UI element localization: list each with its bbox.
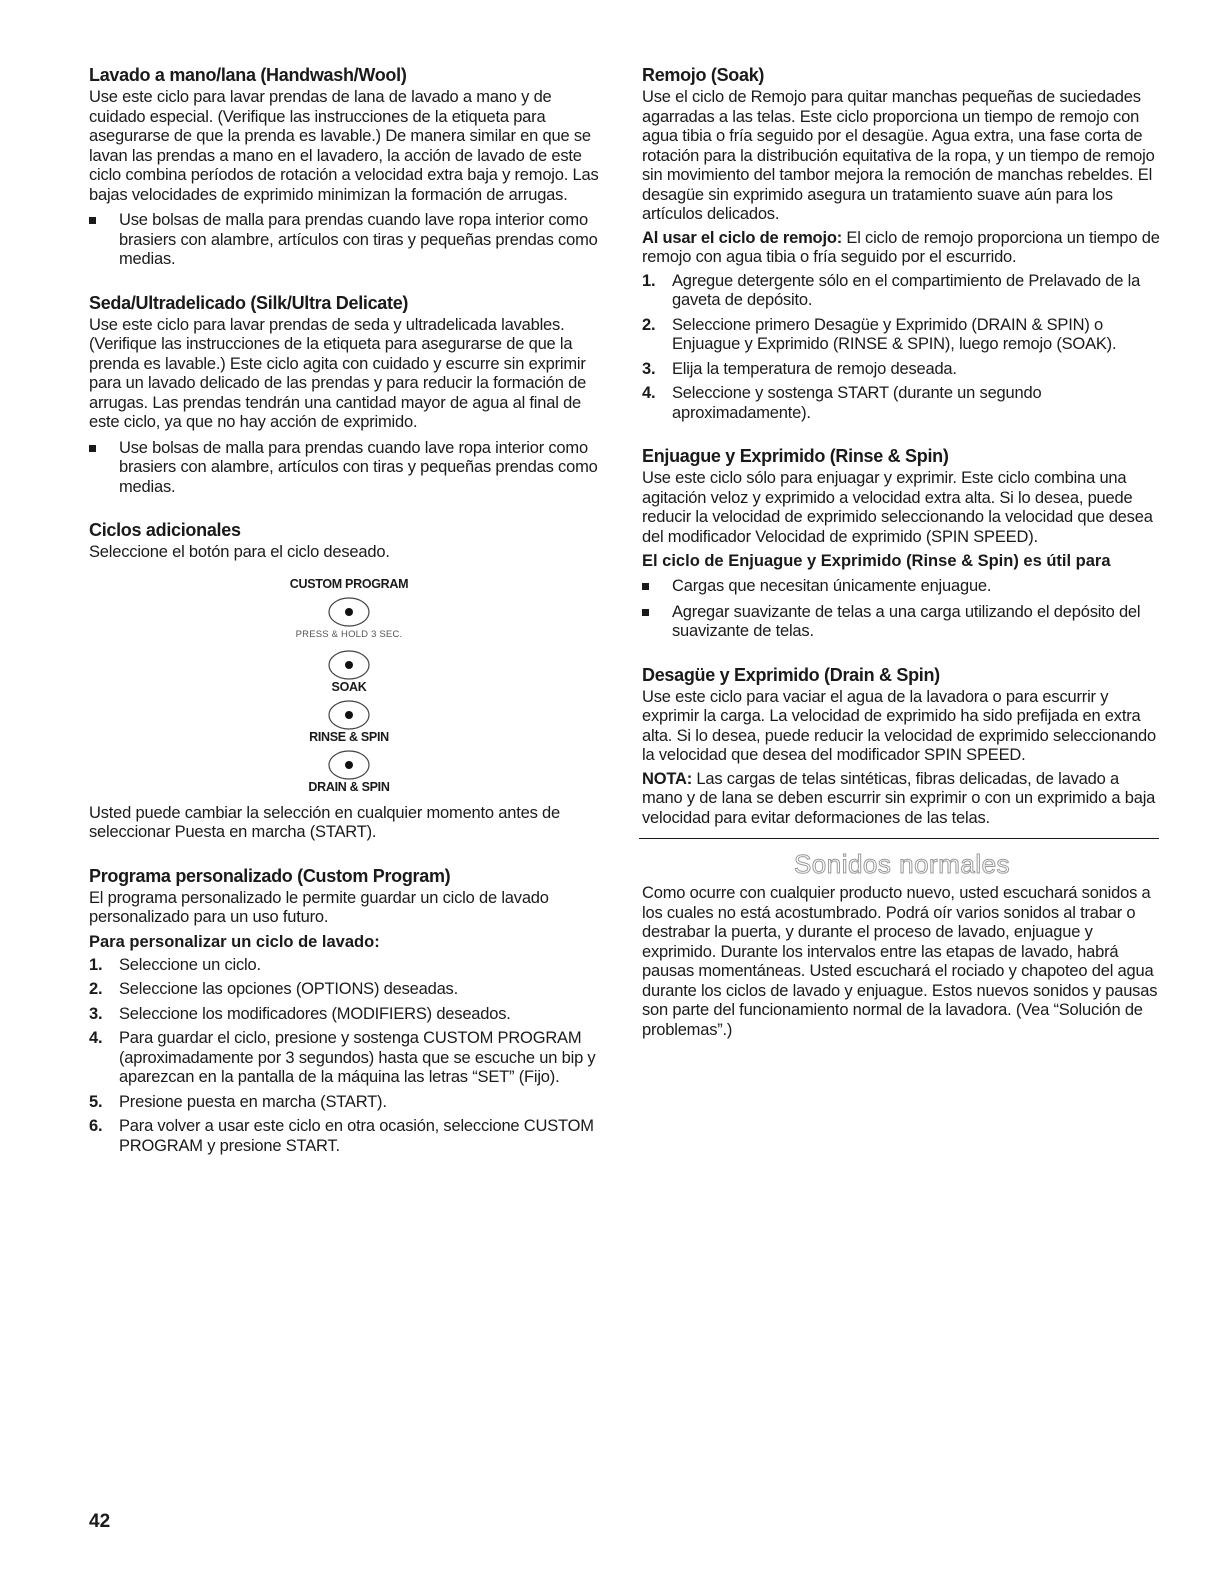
sounds-title: Sonidos normales: [793, 849, 1011, 879]
section-title: Ciclos adicionales: [89, 520, 241, 540]
custom-program-button-group: [89, 577, 609, 640]
soak-section: [642, 64, 1162, 423]
additional-section: [89, 519, 609, 563]
section-body: Seleccione el botón para el ciclo deseado.: [89, 543, 390, 561]
soak-button-group: [89, 648, 609, 694]
bullet-list: [89, 439, 609, 498]
section-body: Use este ciclo para lavar prendas de lana de lavado a mano y de cuidado especial. (Verifique las instrucciones de la etiqueta para asegurarse de que la prenda es lavable.) De manera similar en que se lavan las prendas a mano en el lavadero, la acción de lavado de este ciclo combina períodos de rotación a velocidad extra baja y remojo. Las bajas velocidades de exprimido minimizan la formación de arrugas.: [89, 88, 599, 204]
drain-note-paragraph: [642, 770, 1162, 829]
step-text: Seleccione y sostenga START (durante un segundo aproximadamente).: [672, 384, 1042, 422]
rinse-spin-button-group: [89, 698, 609, 744]
step-text: Seleccione un ciclo.: [119, 955, 261, 974]
list-item: [642, 360, 1162, 380]
rinse-section: [642, 445, 1162, 642]
section-subhead: El ciclo de Enjuague y Exprimido (Rinse & Spin) es útil para: [642, 552, 1111, 570]
numbered-list: [89, 956, 609, 1157]
section-body: Use este ciclo para lavar prendas de seda y ultradelicada lavables. (Verifique las instrucciones de la etiqueta para asegurarse de que la prenda es lavable.) Este ciclo agita con cuidado y escurre sin exprimir para un lavado delicado de las prendas y para reducir la formación de arrugas. Las prendas tendrán una cantidad mayor de agua al final de este ciclo, ya que no hay acción de exprimido.: [89, 315, 587, 431]
list-item: [89, 1117, 609, 1156]
list-item: Cargas que necesitan únicamente enjuague.: [642, 577, 1162, 597]
section-body: Use este ciclo para vaciar el agua de la lavadora o para escurrir y exprimir la carga. La velocidad de exprimido ha sido prefijada en extra alta. Si lo desea, puede reducir la velocidad de exprimido seleccionando la velocidad que desea del modificador SPIN SPEED.: [642, 687, 1156, 764]
step-text: Agregue detergente sólo en el compartimiento de Prelavado de la gaveta de depósito.: [672, 271, 1141, 309]
step-number: 3.: [89, 1004, 103, 1023]
step-text: Seleccione las opciones (OPTIONS) deseadas.: [119, 980, 458, 998]
section-title: Remojo (Soak): [642, 65, 765, 85]
left-column: [89, 64, 609, 1178]
section-body: El programa personalizado le permite guardar un ciclo de lavado personalizado para un uso futuro.: [89, 888, 549, 926]
section-body: Como ocurre con cualquier producto nuevo, usted escuchará sonidos a los cuales no está acostumbrado. Podrá oír varios sonidos al trabar o destrabar la puerta, y durante el proceso de lavado, enjuague y exprimido. Durante los intervalos entre las etapas de lavado, habrá pausas momentáneas. Usted escuchará el rociado y chapoteo del agua durante los ciclos de lavado y enjuague. Estos nuevos sonidos y pausas son parte del funcionamiento normal de la lavadora. (Vea “Solución de problemas”.): [642, 884, 1158, 1039]
numbered-list: [642, 272, 1162, 424]
section-body: Use este ciclo sólo para enjuagar y exprimir. Este ciclo combina una agitación veloz y exprimido a velocidad extra alta. Si lo desea, puede reducir la velocidad de exprimido seleccionando la velocidad que desea del modificador Velocidad de exprimido (SPIN SPEED).: [642, 469, 1153, 546]
step-number: 1.: [89, 955, 103, 974]
step-number: 5.: [89, 1092, 103, 1111]
drain-spin-button-group: [89, 748, 609, 794]
step-number: 4.: [89, 1029, 103, 1047]
change-note: Usted puede cambiar la selección en cualquier momento antes de seleccionar Puesta en marcha (START).: [89, 803, 560, 841]
list-item: [89, 956, 609, 976]
step-text: Presione puesta en marcha (START).: [119, 1092, 387, 1111]
section-title: Programa personalizado (Custom Program): [89, 865, 451, 886]
list-item: Use bolsas de malla para prendas cuando lave ropa interior como brasiers con alambre, artículos con tiras y pequeñas prendas como medias.: [89, 439, 609, 498]
press-hold-note: PRESS & HOLD 3 SEC.: [295, 628, 403, 640]
sounds-section: [642, 849, 1162, 1040]
step-number: 4.: [642, 384, 656, 402]
list-item: [89, 980, 609, 1000]
list-item: [89, 1093, 609, 1113]
custom-program-label: CUSTOM PROGRAM: [289, 576, 409, 591]
section-title: Enjuague y Exprimido (Rinse & Spin): [642, 446, 949, 466]
step-text: Para volver a usar este ciclo en otra ocasión, seleccione CUSTOM PROGRAM y presione START.: [119, 1117, 594, 1155]
list-item: [642, 272, 1162, 311]
list-item: [89, 1005, 609, 1025]
cycle-buttons-panel: [89, 577, 609, 794]
step-text: Seleccione primero Desagüe y Exprimido (DRAIN & SPIN) o Enjuague y Exprimido (RINSE & SPIN), luego remojo (SOAK).: [672, 315, 1117, 353]
step-text: Seleccione los modificadores (MODIFIERS) deseados.: [119, 1004, 511, 1023]
page-number: 42: [89, 1511, 111, 1532]
bullet-list: [89, 211, 609, 270]
drain-spin-button-icon: [326, 748, 372, 782]
soak-usage-paragraph: [642, 229, 1162, 268]
custom-program-section: [89, 865, 609, 1157]
soak-button-icon: [326, 648, 372, 682]
rinse-spin-button-icon: [326, 698, 372, 732]
step-number: 2.: [642, 315, 656, 334]
soak-usage-text: El ciclo de remojo proporciona un tiempo de remojo con agua tibia o fría seguido por el escurrido.: [642, 228, 1160, 266]
section-divider: [639, 838, 1159, 839]
soak-label: SOAK: [331, 679, 367, 694]
drain-section: [642, 664, 1162, 829]
step-text: Para guardar el ciclo, presione y sostenga CUSTOM PROGRAM (aproximadamente por 3 segundos) hasta que se escuche un bip y aparezcan en la pantalla de la máquina las letras “SET” (Fijo).: [119, 1029, 596, 1086]
custom-program-button-icon: [326, 595, 372, 629]
section-title: Lavado a mano/lana (Handwash/Wool): [89, 65, 407, 85]
step-number: 1.: [642, 271, 656, 290]
rinse-spin-label: RINSE & SPIN: [309, 729, 389, 744]
list-item: [642, 316, 1162, 355]
note-text: Las cargas de telas sintéticas, fibras delicadas, de lavado a mano y de lana se deben escurrir sin exprimir o con un exprimido a baja velocidad para evitar deformaciones de las telas.: [642, 769, 1156, 827]
note-lead: NOTA:: [642, 769, 693, 788]
list-item: [89, 1029, 609, 1088]
section-title: Seda/Ultradelicado (Silk/Ultra Delicate): [89, 292, 409, 313]
drain-spin-label: DRAIN & SPIN: [308, 779, 390, 794]
soak-usage-lead: Al usar el ciclo de remojo:: [642, 228, 842, 247]
change-note-section: [89, 804, 609, 843]
right-column: [642, 64, 1162, 1040]
handwash-section: [89, 64, 609, 270]
silk-section: [89, 292, 609, 498]
bullet-list: [642, 577, 1162, 642]
list-item: Agregar suavizante de telas a una carga utilizando el depósito del suavizante de telas.: [642, 603, 1162, 642]
step-number: 2.: [89, 980, 103, 998]
list-item: Use bolsas de malla para prendas cuando lave ropa interior como brasiers con alambre, artículos con tiras y pequeñas prendas como medias.: [89, 211, 609, 270]
list-item: [642, 384, 1162, 423]
step-text: Elija la temperatura de remojo deseada.: [672, 359, 957, 378]
section-subhead: Para personalizar un ciclo de lavado:: [89, 932, 380, 951]
section-body: Use el ciclo de Remojo para quitar manchas pequeñas de suciedades agarradas a las telas. Este ciclo proporciona un tiempo de remojo con agua tibia o fría seguido por el desagüe. Agua extra, una fase corta de rotación para la distribución equitativa de la ropa, y un tiempo de remojo sin movimiento del tambor mejora la remoción de manchas rebeldes. El desagüe sin exprimido asegura un tratamiento suave aún para los artículos delicados.: [642, 88, 1155, 223]
step-number: 3.: [642, 359, 656, 378]
step-number: 6.: [89, 1117, 103, 1135]
section-title: Desagüe y Exprimido (Drain & Spin): [642, 664, 940, 685]
